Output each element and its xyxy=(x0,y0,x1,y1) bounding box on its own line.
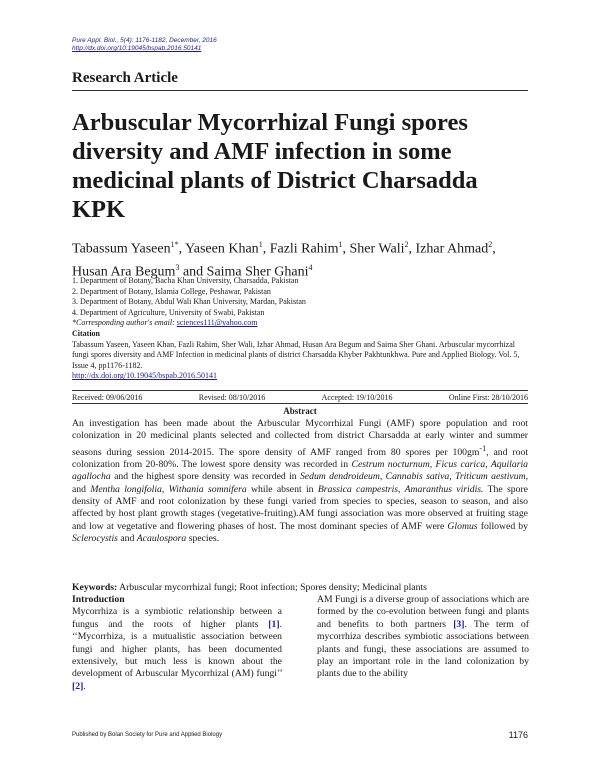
author-separator: , xyxy=(262,241,270,257)
affiliation-line: 1. Department of Botany, Bacha Khan University, Charsadda, Pakistan xyxy=(72,276,299,285)
species-names: Cestrum nocturnum, Ficus carica, Aquilaria agallocha xyxy=(72,459,529,483)
corresponding-email-link[interactable]: sciences111@yahoo.com xyxy=(176,318,258,328)
author-name: Tabassum Yaseen xyxy=(72,241,171,257)
abstract-run: An investigation has been made about the Arbuscular Mycorrhizal Fungi (AMF) spore population and root colonization in 20 medicinal plants selected and collected from district Charsadda at early winter and summer seasons during session 2014-2015. The spore density of AMF ranged from 80 spores per 100gm xyxy=(72,418,528,458)
author-affil-mark: 1* xyxy=(170,240,179,249)
genus-name: Sclerocystis xyxy=(72,532,118,544)
affiliation-line: 2. Department of Botany, Islamia College, Peshawar, Pakistan xyxy=(72,286,271,296)
abstract-run: and xyxy=(117,532,137,544)
intro-left-column xyxy=(72,594,282,693)
abstract-text xyxy=(72,418,528,545)
abstract-run: and the highest spore density was recorded in xyxy=(110,471,300,483)
author-separator: , xyxy=(492,241,496,257)
author-list xyxy=(72,236,530,281)
article-type: Research Article xyxy=(72,70,178,86)
page-number: 1176 xyxy=(508,730,528,740)
introduction-heading: Introduction xyxy=(72,594,125,605)
abstract-heading: Abstract xyxy=(283,406,317,416)
keywords-label: Keywords: xyxy=(72,582,118,593)
author-name: Saima Sher Ghani xyxy=(206,264,309,280)
abstract-run: species. xyxy=(186,532,220,544)
reference-link[interactable]: [3] xyxy=(453,618,465,630)
keywords-text: Arbuscular mycorrhizal fungi; Root infection; Spores density; Medicinal plants xyxy=(117,582,427,593)
author-name: Husan Ara Begum xyxy=(72,264,176,280)
reference-link[interactable]: [1] xyxy=(268,618,280,630)
citation-doi-link[interactable]: http://dx.doi.org/10.19045/bspab.2016.50141 xyxy=(72,371,217,381)
abstract-run: followed by xyxy=(477,520,528,532)
author-separator: , xyxy=(178,241,186,257)
page-footer xyxy=(72,730,528,740)
date-received: Received: 09/06/2016 xyxy=(72,393,143,402)
author-affil-mark: 4 xyxy=(308,262,313,272)
author-separator: , xyxy=(408,241,416,257)
corresponding-author xyxy=(72,318,530,329)
author-affil-mark: 2 xyxy=(488,240,493,249)
abstract-run: The spore density of AMF and root colonization by these fungi varied from species to species, season to season, and also affected by host plant growth stages (vegetative-fruiting).AM fungi association was more observed at fruiting stage and low at vegetative and flowering phases of host. The most dominant species of AMF were xyxy=(72,483,528,532)
species-names: Sedum dendroideum, Cannabis sativa, Triticum aestivum, xyxy=(299,471,528,483)
intro-right-column xyxy=(317,594,529,681)
author-name: Fazli Rahim xyxy=(269,241,339,257)
abstract-run: , and root colonization from 20-80%. The lowest spore density was recorded in xyxy=(72,446,529,471)
affiliation-line: 4. Department of Agriculture, University of Swabi, Pakistan xyxy=(72,307,265,317)
author-affil-mark: 1 xyxy=(258,240,263,249)
corresponding-label: *Corresponding author's email: xyxy=(72,318,177,328)
history-dates xyxy=(72,390,528,404)
date-online: Online First: 28/10/2016 xyxy=(448,393,528,402)
genus-name: Glomus xyxy=(447,520,478,532)
publisher-line: Published by Bolan Society for Pure and Applied Biology xyxy=(72,732,223,738)
abstract-run: while absent in xyxy=(246,483,318,495)
intro-paragraph xyxy=(72,606,282,693)
journal-header xyxy=(72,37,217,53)
author-name: Yaseen Khan xyxy=(185,241,259,257)
journal-doi-link[interactable]: http://dx.doi.org/10.19045/bspab.2016.50141 xyxy=(72,45,202,52)
affiliations-block xyxy=(72,276,530,382)
affiliation-line: 3. Department of Botany, Abdul Wali Khan University, Mardan, Pakistan xyxy=(72,297,306,307)
paper-title: Arbuscular Mycorrhizal Fungi spores diversity and AMF infection in some medicinal plants of District Charsadda KPK xyxy=(72,109,478,223)
reference-link[interactable]: [2] xyxy=(72,680,84,692)
keywords xyxy=(72,582,528,594)
intro-run: . xyxy=(83,680,86,692)
date-accepted: Accepted: 19/10/2016 xyxy=(321,393,393,402)
author-name: Sher Wali xyxy=(349,241,405,257)
header-divider xyxy=(72,90,528,91)
genus-name: Acaulospora xyxy=(136,532,187,544)
intro-run: . ‘‘Mycorrhiza, is a mutualistic association between fungi and higher plants, has been documented extensively, but much less is known about the development of Arbuscular Mycorrhizal (AM) fungi’’ xyxy=(72,618,282,680)
author-affil-mark: 1 xyxy=(338,240,343,249)
abstract-superscript: -1 xyxy=(479,443,487,453)
author-separator: , xyxy=(342,241,350,257)
species-names: Brassica campestris, Amaranthus viridis. xyxy=(317,483,484,495)
author-name: Izhar Ahmad xyxy=(415,241,489,257)
author-separator: and xyxy=(179,264,207,280)
intro-run: AM Fungi is a diverse group of associations which are formed by the co-evolution between fungi and plants and benefits to both partners xyxy=(317,594,529,630)
author-affil-mark: 3 xyxy=(175,262,180,272)
citation-text: Tabassum Yaseen, Yaseen Khan, Fazli Rahim, Sher Wali, Izhar Ahmad, Husan Ara Begum and Saima Sher Ghani. Arbuscular mycorrhizal fungi spores diversity and AMF Infection in medicinal plants of district Charsadda Khyber Pakhtunkhwa. Pure and Applied Biology. Vol. 5, Issue 4, pp1176-1182. xyxy=(72,339,520,370)
species-names: Mentha longifolia, Withania somnifera xyxy=(90,483,247,495)
citation-heading: Citation xyxy=(72,328,100,338)
date-revised: Revised: 08/10/2016 xyxy=(198,393,266,402)
author-affil-mark: 2 xyxy=(404,240,409,249)
journal-citation-line: Pure Appl. Biol., 5(4): 1176-1182, December, 2016 xyxy=(72,37,217,44)
intro-run: Mycorrhiza is a symbiotic relationship between a fungus and the roots of higher plants xyxy=(72,606,282,630)
abstract-run: and xyxy=(72,483,91,495)
intro-run: . The term of mycorrhiza describes symbiotic associations between plants and fungi, these associations are assumed to play an important role in the land colonization by plants due to the ability xyxy=(317,618,529,680)
